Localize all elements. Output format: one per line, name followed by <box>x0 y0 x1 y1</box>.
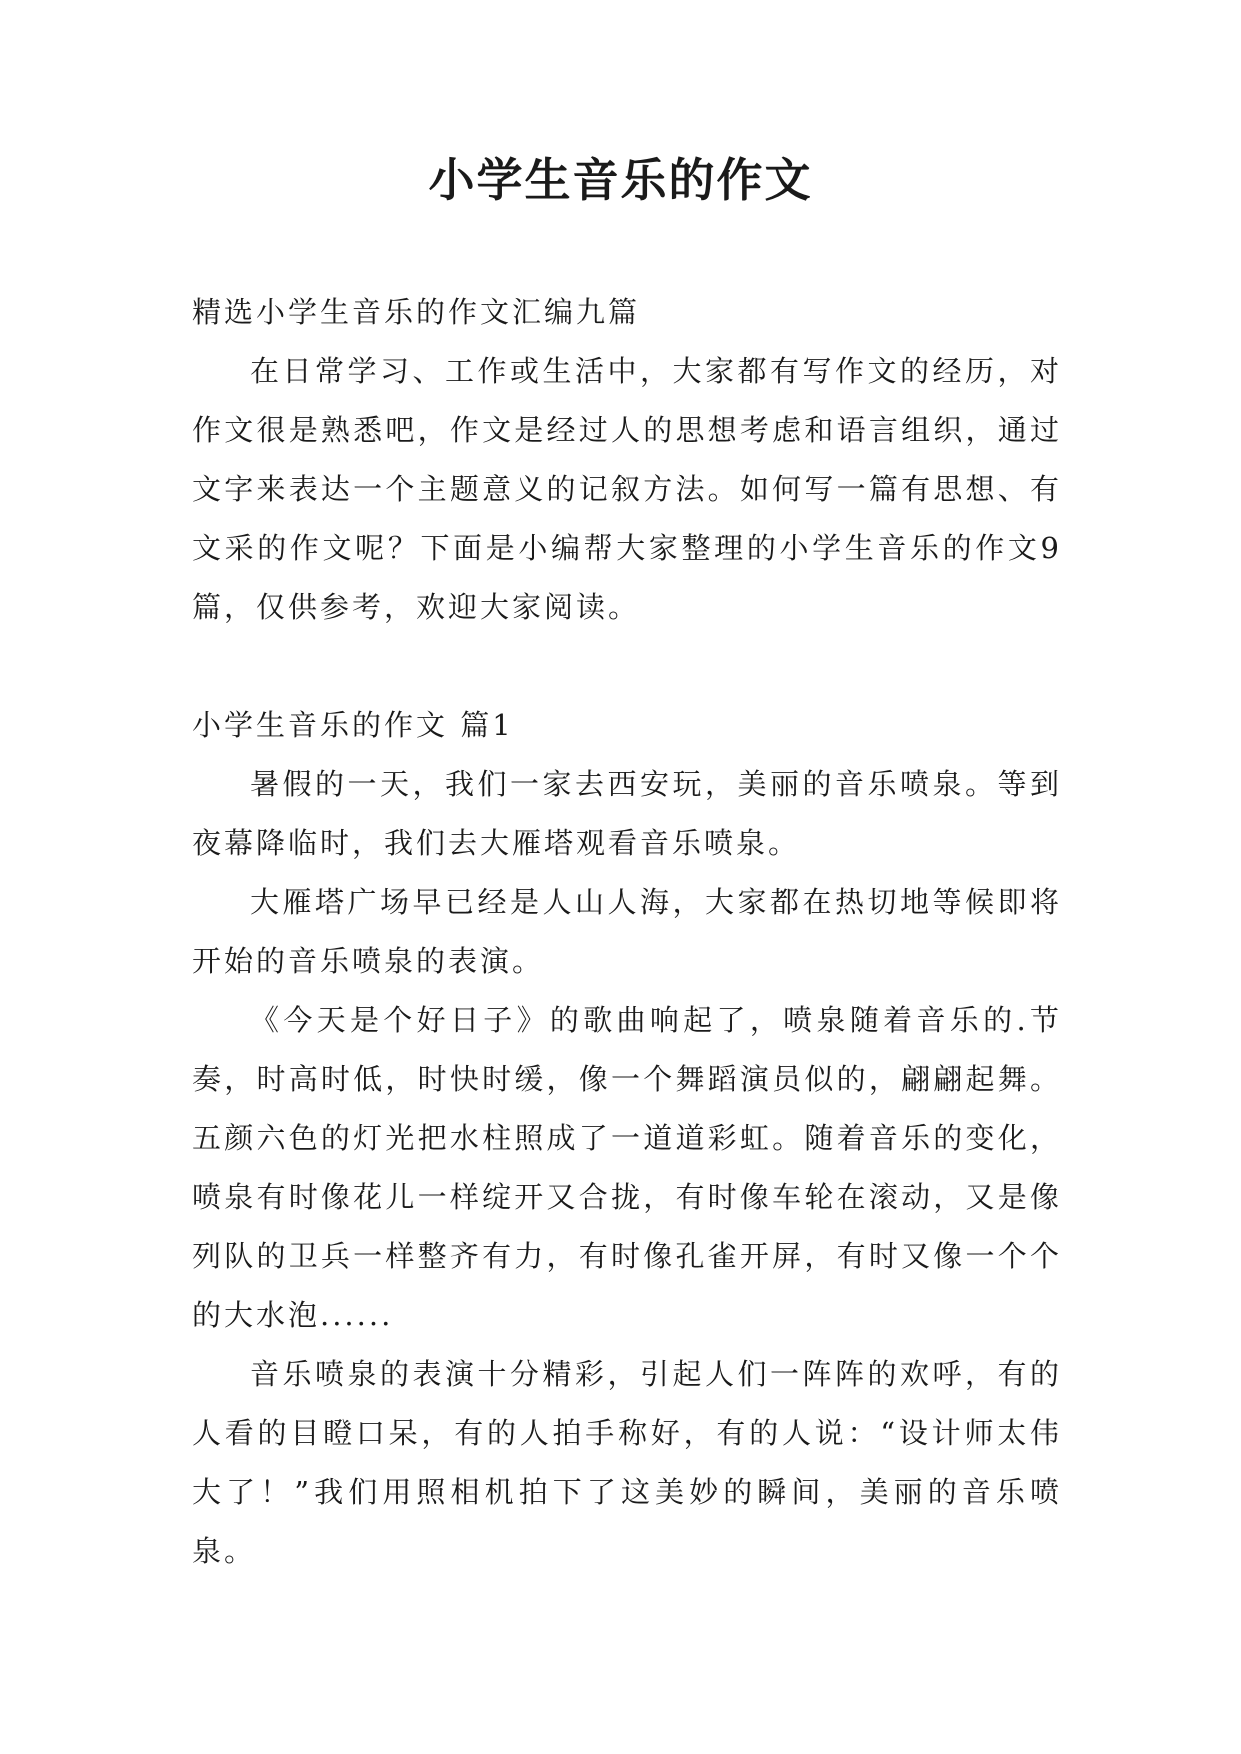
body-paragraph: 暑假的一天，我们一家去西安玩，美丽的音乐喷泉。等到夜幕降临时，我们去大雁塔观看音乐喷泉。 <box>192 767 1062 860</box>
body-paragraph: 《今天是个好日子》的歌曲响起了，喷泉随着音乐的.节奏，时高时低，时快时缓，像一个舞蹈演员似的，翩翩起舞。五颜六色的灯光把水柱照成了一道道彩虹。随着音乐的变化，喷泉有时像花儿一样绽开又合拢，有时像车轮在滚动，又是像列队的卫兵一样整齐有力，有时像孔雀开屏，有时又像一个个的大水泡...... <box>192 1003 1062 1332</box>
document-subtitle: 精选小学生音乐的作文汇编九篇 <box>192 295 641 329</box>
intro-paragraph: 在日常学习、工作或生活中，大家都有写作文的经历，对作文很是熟悉吧，作文是经过人的思想考虑和语言组织，通过文字来表达一个主题意义的记叙方法。如何写一篇有思想、有文采的作文呢？下面是小编帮大家整理的小学生音乐的作文9篇，仅供参考，欢迎大家阅读。 <box>192 354 1062 624</box>
body-paragraph: 音乐喷泉的表演十分精彩，引起人们一阵阵的欢呼，有的人看的目瞪口呆，有的人拍手称好，有的人说：“设计师太伟大了！”我们用照相机拍下了这美妙的瞬间，美丽的音乐喷泉。 <box>192 1357 1062 1568</box>
document-body <box>192 283 1062 1581</box>
section-heading: 小学生音乐的作文 篇1 <box>192 708 514 742</box>
section-spacer <box>192 637 1062 696</box>
document-title: 小学生音乐的作文 <box>428 153 813 207</box>
body-paragraph: 大雁塔广场早已经是人山人海，大家都在热切地等候即将开始的音乐喷泉的表演。 <box>192 885 1062 978</box>
